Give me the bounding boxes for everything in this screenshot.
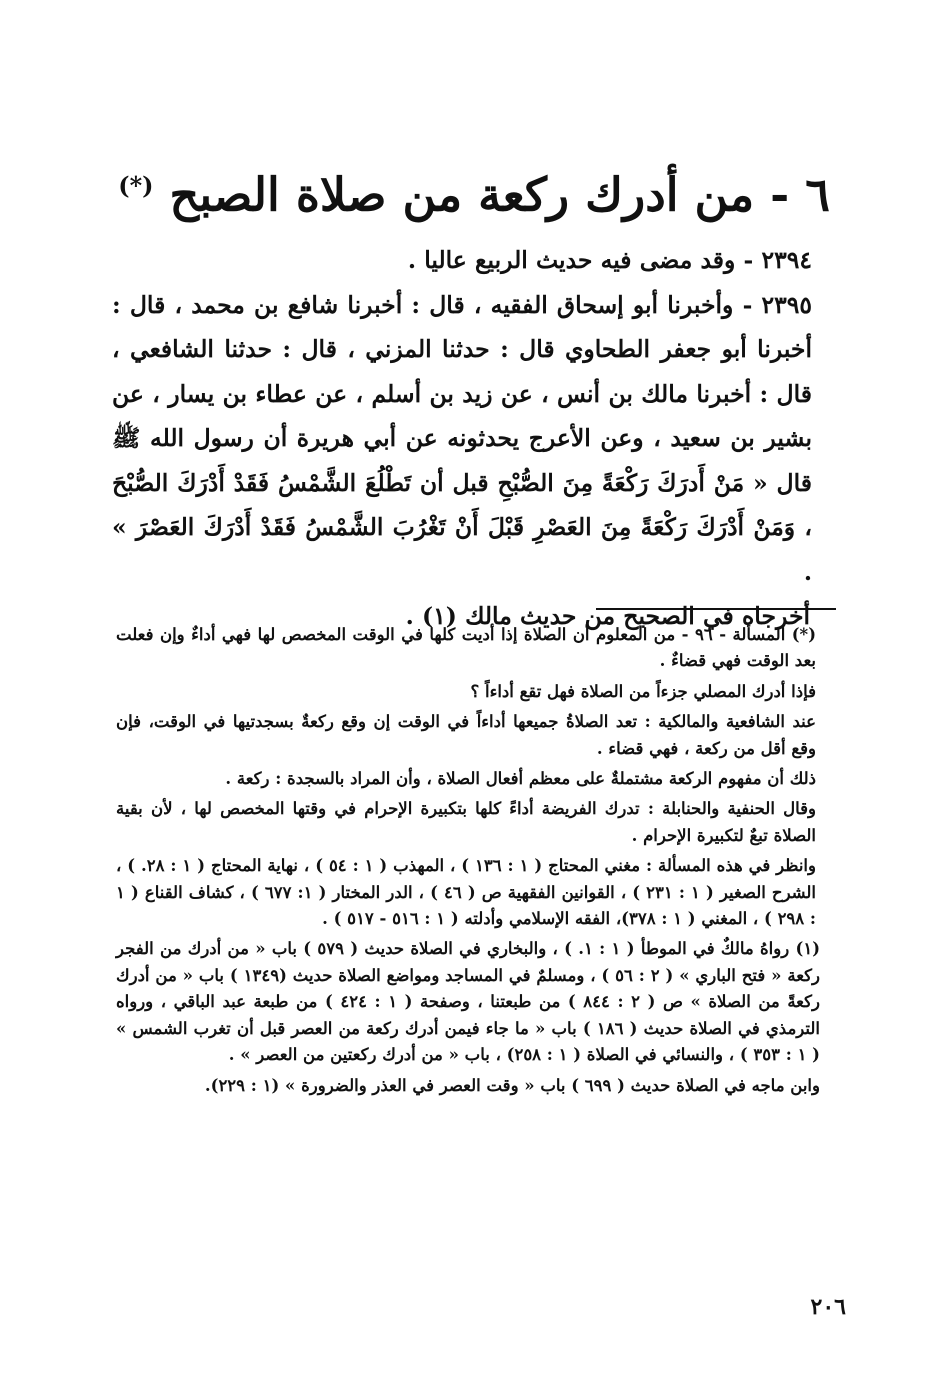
- takhrij-line: أخرجاه في الصحيح من حديث مالك (١) .: [405, 602, 810, 630]
- hadith-2395: ٢٣٩٥ - وأخبرنا أبو إسحاق الفقيه ، قال : أخبرنا شافع بن محمد ، قال : أخبرنا أبو جعفر الطحاوي قال : حدثنا المزني ، قال : حدثنا الشافعي ، قال : أخبرنا مالك بن أنس ، عن زيد بن أسلم ، عن عطاء بن يسار ، عن بشير بن سعيد ، وعن الأعرج يحدثونه عن أبي هريرة أن رسول الله ﷺ قال « مَنْ أَدرَكَ رَكْعَةً مِنَ الصُّبْحِ قبل أن تَطْلُعَ الشَّمْسُ فَقَدْ أَدْرَكَ الصُّبْحَ ، وَمَنْ أَدْرَكَ رَكْعَةً مِنَ العَصْرِ قَبْلَ أَنْ تَغْرُبَ الشَّمْسُ فَقَدْ أَدْرَكَ العَصْرَ » .: [112, 290, 812, 586]
- footnote-issue-96: (*) المسألة - ٩٦ - من المعلوم أن الصلاة إذا أديت كلها في الوقت المخصص لها فهي أداءٌ وإن فعلت بعد الوقت فهي قضاءٌ .: [116, 625, 816, 671]
- footnote-1-takhrij: (١) رواهُ مالكٌ في الموطأ ( ١ : ١. ) ، والبخاري في الصلاة حديث ( ٥٧٩ ) باب « من أدرك من الفجر ركعة « فتح الباري » ( ٢ : ٥٦ ) ، ومسلمٌ في المساجد ومواضع الصلاة حديث (١٣٤٩ ) باب « من أدرك ركعةً من الصلاة » ص ( ٢ : ٨٤٤ ) من طبعتنا ، وصفحة ( ١ : ٤٢٤ ) من طبعة عبد الباقي ، ورواه الترمذي في الصلاة حديث ( ١٨٦ ) باب « ما جاء فيمن أدرك ركعة من العصر قبل أن تغرب الشمس » ( ١ : ٣٥٣ ) ، والنسائي في الصلاة ( ١ : ٢٥٨) ، باب « من أدرك ركعتين من العصر » .: [116, 939, 821, 1065]
- footnote-question: فإذا أدرك المصلي جزءاً من الصلاة فهل تقع أداءاً ؟: [470, 681, 816, 701]
- footnote-references: وانظر في هذه المسألة : مغني المحتاج ( ١ : ١٣٦ ) ، المهذب ( ١ : ٥٤ ) ، نهاية المحتاج ( ١ : ٢٨. ) ، الشرح الصغير ( ١ : ٢٣١ ) ، القوانين الفقهية ص ( ٤٦ ) ، الدر المختار ( ١: ٦٧٧ ) ، كشاف القناع ( ١ : ٢٩٨ ) ، المغني ( ١ : ٣٧٨)، الفقه الإسلامي وأدلته ( ١ : ٥١٦ - ٥١٧ ) .: [116, 856, 817, 929]
- page-number: ٢٠٦: [810, 1294, 846, 1320]
- footnote-separator: [596, 608, 836, 610]
- chapter-title: [120, 151, 830, 229]
- chapter-footnote-marker: (*): [118, 170, 154, 200]
- footnote-hanafi-hanbali: وقال الحنفية والحنابلة : تدرك الفريضة أداءً كلها بتكبيرة الإحرام في وقتها المخصص لها ، لأن بقية الصلاة تبعٌ لتكبيرة الإحرام .: [116, 799, 816, 845]
- footnotes: [116, 622, 838, 1103]
- footnote-1-ibn-majah: وابن ماجه في الصلاة حديث ( ٦٩٩ ) باب « وقت العصر في العذر والضرورة » (١ : ٢٢٩).: [204, 1075, 820, 1095]
- footnote-shafii-maliki: عند الشافعية والمالكية : تعد الصلاةُ جميعها أداءاً في الوقت إن وقع ركعةٌ بسجدتيها في الوقت، فإن وقع أقل من ركعة ، فهي قضاء .: [116, 712, 816, 758]
- chapter-title-text: ٦ - من أدرك ركعة من صلاة الصبح: [169, 167, 830, 222]
- footnote-rakah-meaning: ذلك أن مفهوم الركعة مشتملةٌ على معظم أفعال الصلاة ، وأن المراد بالسجدة : ركعة .: [225, 769, 816, 789]
- main-text: [112, 238, 834, 639]
- hadith-2394: ٢٣٩٤ - وقد مضى فيه حديث الربيع عاليا .: [407, 246, 812, 274]
